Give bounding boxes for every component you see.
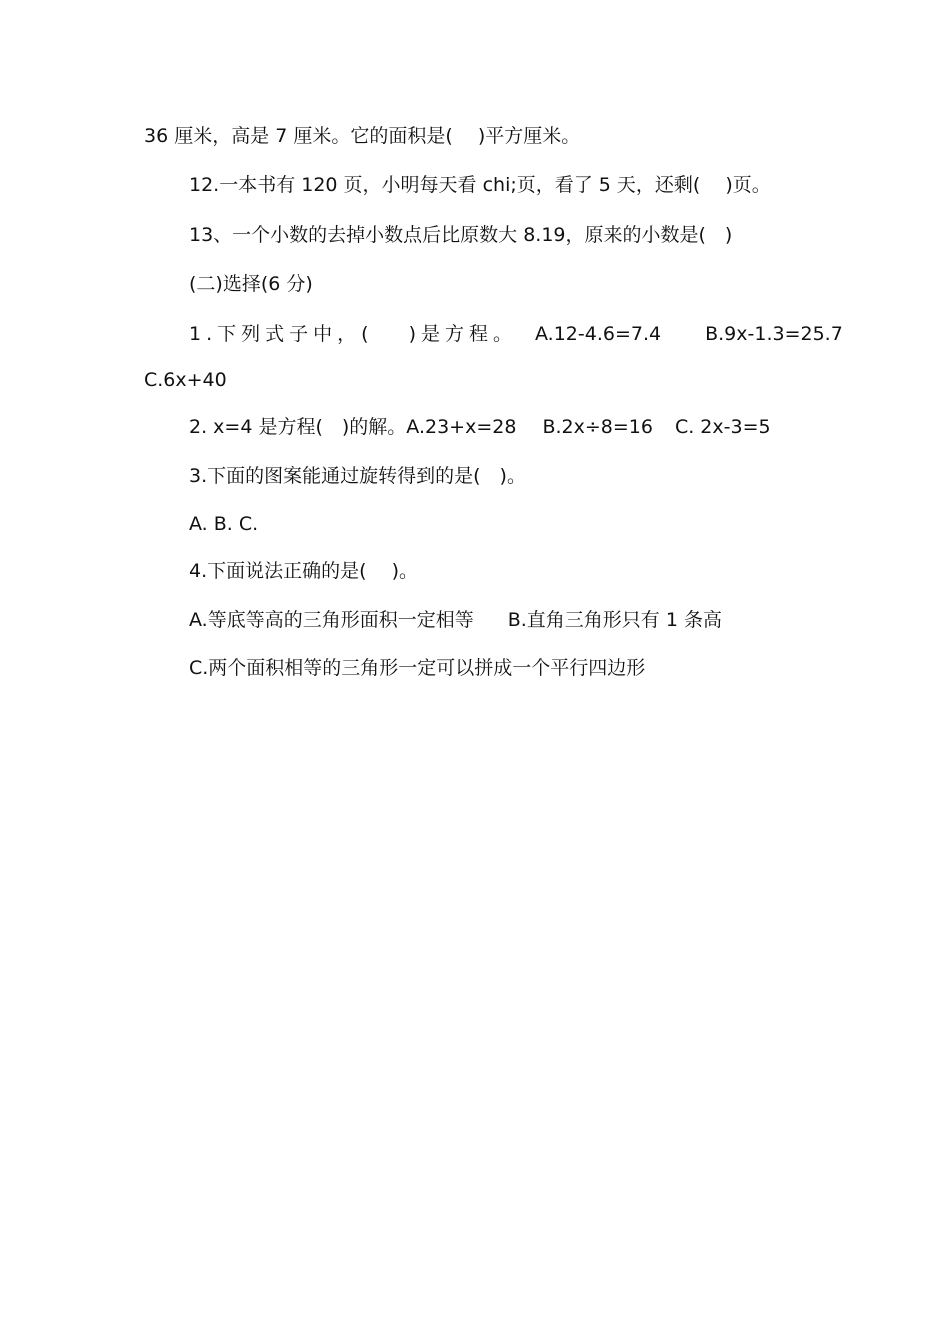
section-heading-choice: (二)选择(6 分) <box>189 273 313 295</box>
question-2-stem: 2. x=4 是方程( )的解。A.23+x=28 <box>189 416 517 438</box>
question-1 <box>189 322 843 346</box>
question-1-option-c: C.6x+40 <box>144 369 227 391</box>
question-4-options-ab <box>189 608 722 632</box>
text-line-q13: 13、一个小数的去掉小数点后比原数大 8.19，原来的小数是( ) <box>189 224 733 246</box>
question-3-options: A. B. C. <box>189 513 259 535</box>
question-4-stem: 4.下面说法正确的是( )。 <box>189 560 418 582</box>
question-2-option-c: C. 2x-3=5 <box>674 416 771 438</box>
text-line-q12: 12.一本书有 120 页，小明每天看 chi;页，看了 5 天，还剩( )页。 <box>189 174 771 196</box>
question-3-stem: 3.下面的图案能通过旋转得到的是( )。 <box>189 465 526 487</box>
question-4-option-b: B.直角三角形只有 1 条高 <box>507 609 722 631</box>
question-1-option-a: A.12-4.6=7.4 <box>535 323 662 345</box>
question-1-option-b: B.9x-1.3=25.7 <box>705 323 843 345</box>
text-line-q11-continuation: 36 厘米，高是 7 厘米。它的面积是( )平方厘米。 <box>144 125 581 147</box>
question-2 <box>189 415 771 439</box>
question-1-stem: 1.下列式子中，( )是方程。 <box>189 323 517 345</box>
question-4-option-c: C.两个面积相等的三角形一定可以拼成一个平行四边形 <box>189 657 646 679</box>
question-2-option-b: B.2x÷8=16 <box>542 416 653 438</box>
question-4-option-a: A.等底等高的三角形面积一定相等 <box>189 609 474 631</box>
